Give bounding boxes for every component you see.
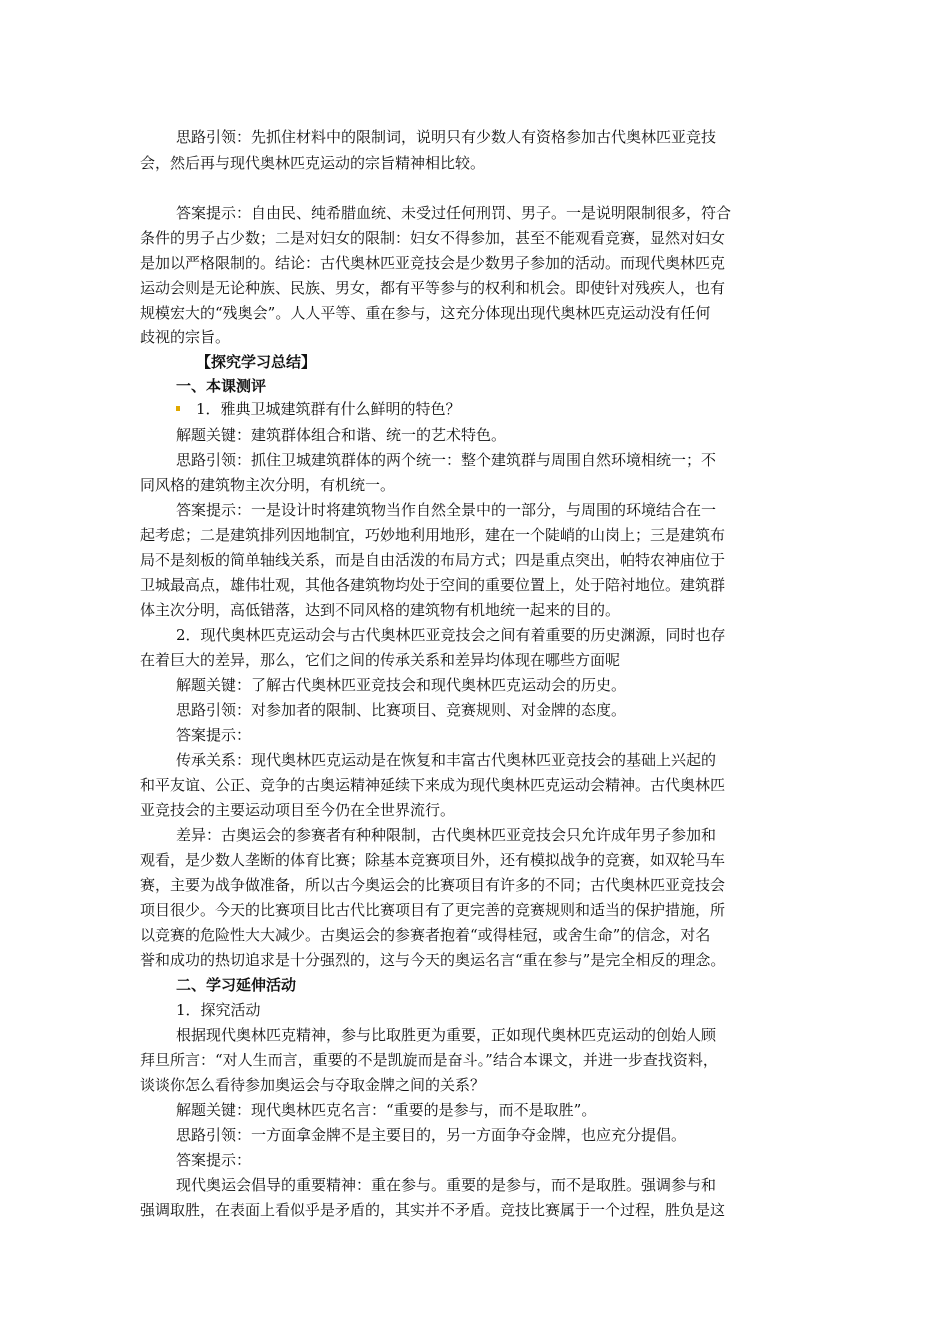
text-line: 项目很少。今天的比赛项目比古代比赛项目有了更完善的竞赛规则和适当的保护措施，所 (140, 901, 726, 919)
text-line: 体主次分明，高低错落，达到不同风格的建筑物有机地统一起来的目的。 (140, 601, 621, 619)
text-line: 根据现代奥林匹克精神，参与比取胜更为重要，正如现代奥林匹克运动的创始人顾 (176, 1026, 717, 1044)
marker-dot (176, 406, 180, 411)
text-line: 誉和成功的热切追求是十分强烈的，这与今天的奥运名言“重在参与”是完全相反的理念。 (140, 951, 726, 969)
text-line: 同风格的建筑物主次分明，有机统一。 (140, 476, 396, 494)
question-line: 在着巨大的差异，那么，它们之间的传承关系和差异均体现在哪些方面呢 (140, 651, 621, 669)
text-line: 运动会则是无论种族、民族、男女，都有平等参与的权利和机会。即使针对残疾人，也有 (140, 279, 726, 297)
text-line: 是加以严格限制的。结论：古代奥林匹亚竞技会是少数男子参加的活动。而现代奥林匹克 (140, 254, 726, 272)
text-line: 歧视的宗旨。 (140, 328, 231, 346)
text-line: 卫城最高点，雄伟壮观，其他各建筑物均处于空间的重要位置上，处于陪衬地位。建筑群 (140, 576, 726, 594)
text-line: 以竞赛的危险性大大减少。古奥运会的参赛者抱着“或得桂冠，或舍生命”的信念，对名 (140, 926, 711, 944)
text-line: 答案提示： (176, 726, 252, 744)
text-line: 规模宏大的“残奥会”。人人平等、重在参与，这充分体现出现代奥林匹克运动没有任何 (140, 304, 711, 322)
text-line: 强调取胜，在表面上看似乎是矛盾的，其实并不矛盾。竞技比赛属于一个过程，胜负是这 (140, 1201, 726, 1219)
text-line: 思路引领：一方面拿金牌不是主要目的，另一方面争夺金牌，也应充分提倡。 (176, 1126, 687, 1144)
text-line: 思路引领：对参加者的限制、比赛项目、竞赛规则、对金牌的态度。 (176, 701, 627, 719)
text-line: 解题关键：现代奥林匹克名言：“重要的是参与，而不是取胜”。 (176, 1101, 597, 1119)
text-line: 条件的男子占少数；二是对妇女的限制：妇女不得参加，甚至不能观看竞赛，显然对妇女 (140, 229, 726, 247)
section-heading: 二、学习延伸活动 (176, 976, 297, 994)
text-line: 解题关键：了解古代奥林匹亚竞技会和现代奥林匹克运动会的历史。 (176, 676, 627, 694)
text-line: 解题关键：建筑群体组合和谐、统一的艺术特色。 (176, 426, 507, 444)
text-line: 观看，是少数人垄断的体育比赛；除基本竞赛项目外，还有模拟战争的竞赛，如双轮马车 (140, 851, 726, 869)
section-heading: 一、本课测评 (176, 377, 267, 395)
text-line: 答案提示：一是设计时将建筑物当作自然全景中的一部分，与周围的环境结合在一 (176, 501, 717, 519)
text-line: 答案提示：自由民、纯希腊血统、未受过任何刑罚、男子。一是说明限制很多，符合 (176, 204, 732, 222)
question-line: 1．雅典卫城建筑群有什么鲜明的特色？ (196, 400, 461, 418)
text-line: 拜旦所言：“对人生而言，重要的不是凯旋而是奋斗。”结合本课文，并进一步查找资料， (140, 1051, 718, 1069)
text-line: 起考虑；二是建筑排列因地制宜，巧妙地利用地形，建在一个陡峭的山岗上；三是建筑布 (140, 526, 726, 544)
text-line: 和平友谊、公正、竞争的古奥运精神延续下来成为现代奥林匹克运动会精神。古代奥林匹 (140, 776, 726, 794)
text-line: 会，然后再与现代奥林匹克运动的宗旨精神相比较。 (140, 154, 486, 172)
text-line: 赛，主要为战争做准备，所以古今奥运会的比赛项目有许多的不同；古代奥林匹亚竞技会 (140, 876, 726, 894)
text-line: 亚竞技会的主要运动项目至今仍在全世界流行。 (140, 801, 456, 819)
text-line: 答案提示： (176, 1151, 252, 1169)
text-line: 差异：古奥运会的参赛者有种种限制，古代奥林匹亚竞技会只允许成年男子参加和 (176, 826, 717, 844)
text-line: 1．探究活动 (176, 1001, 261, 1019)
text-line: 现代奥运会倡导的重要精神：重在参与。重要的是参与，而不是取胜。强调参与和 (176, 1176, 717, 1194)
text-line: 局不是刻板的简单轴线关系，而是自由活泼的布局方式；四是重点突出，帕特农神庙位于 (140, 551, 726, 569)
text-line: 思路引领：先抓住材料中的限制词，说明只有少数人有资格参加古代奥林匹亚竞技 (176, 128, 717, 146)
section-heading: 【探究学习总结】 (196, 353, 317, 371)
question-line: 2．现代奥林匹克运动会与古代奥林匹亚竞技会之间有着重要的历史渊源，同时也存 (176, 626, 726, 644)
text-line: 思路引领：抓住卫城建筑群体的两个统一：整个建筑群与周围自然环境相统一；不 (176, 451, 717, 469)
text-line: 谈谈你怎么看待参加奥运会与夺取金牌之间的关系？ (140, 1076, 486, 1094)
text-line: 传承关系：现代奥林匹克运动是在恢复和丰富古代奥林匹亚竞技会的基础上兴起的 (176, 751, 717, 769)
